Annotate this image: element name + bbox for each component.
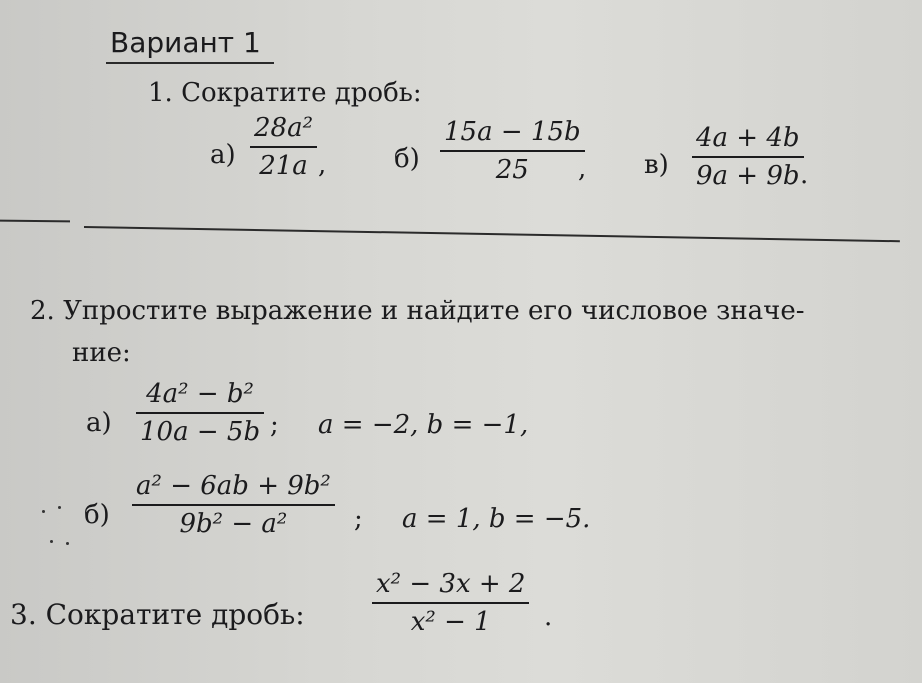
fraction-bar <box>250 146 317 148</box>
fraction-bar <box>440 150 585 152</box>
task1-item-c-punct: . <box>800 160 809 190</box>
task2-item-b-punct: ; <box>354 504 363 534</box>
task1-item-c-fraction <box>692 124 804 190</box>
fraction-bar <box>692 156 804 158</box>
fraction-bar <box>136 412 264 414</box>
task2-item-b-denominator: 9b² − a² <box>179 508 288 539</box>
task1-item-a-label: а) <box>210 140 236 170</box>
task1-number: 1. <box>148 78 173 108</box>
task3-prompt: Сократите дробь: <box>45 598 305 631</box>
task1-item-a-punct: , <box>318 150 327 180</box>
task2-item-b-numerator: a² − 6ab + 9b² <box>136 471 331 501</box>
task3-numerator: x² − 3x + 2 <box>376 569 526 599</box>
task2-prompt-line1: Упростите выражение и найдите его числовое значе- <box>63 296 805 326</box>
task1-header <box>148 78 422 108</box>
task3-header <box>10 598 305 631</box>
task2-item-a-label: а) <box>86 408 112 438</box>
task1-item-b-fraction <box>440 118 585 184</box>
task1-item-b-numerator: 15a − 15b <box>444 117 581 147</box>
task3-number: 3. <box>10 598 37 631</box>
task1-item-b-punct: , <box>578 154 587 184</box>
task3-fraction <box>372 570 529 636</box>
task1-item-a-denominator: 21a <box>259 150 308 181</box>
divider-left <box>0 220 70 223</box>
task2-item-a-numerator: 4a² − b² <box>146 379 254 409</box>
task2-item-a-denominator: 10a − 5b <box>140 416 261 447</box>
variant-title: Вариант 1 <box>110 26 261 59</box>
variant-title-underline <box>106 62 274 64</box>
divider-line <box>84 226 900 242</box>
fraction-bar <box>372 602 529 604</box>
task2-prompt-line2: ние: <box>72 338 131 368</box>
task3-punct: . <box>544 602 553 632</box>
task1-item-b-label: б) <box>394 144 420 174</box>
task2-item-b-condition: a = 1, b = −5. <box>402 504 591 534</box>
task1-prompt: Сократите дробь: <box>181 78 422 108</box>
task2-item-a-fraction <box>136 380 264 446</box>
task1-item-c-numerator: 4a + 4b <box>696 123 800 153</box>
task1-item-c-denominator: 9a + 9b <box>696 160 800 191</box>
stray-mark <box>42 510 45 513</box>
task2-item-b-label: б) <box>84 500 110 530</box>
stray-mark <box>66 542 69 545</box>
stray-mark <box>58 506 61 509</box>
fraction-bar <box>132 504 335 506</box>
task2-item-a-condition: a = −2, b = −1, <box>318 410 529 440</box>
task1-item-a-fraction <box>250 114 317 180</box>
task3-denominator: x² − 1 <box>410 606 491 637</box>
stray-mark <box>50 540 53 543</box>
task2-header <box>30 296 805 326</box>
task2-item-b-fraction <box>132 472 335 538</box>
task1-item-b-denominator: 25 <box>495 154 529 185</box>
task1-item-c-label: в) <box>644 150 669 180</box>
task1-item-a-numerator: 28a² <box>254 113 314 143</box>
task2-item-a-punct: ; <box>270 410 279 440</box>
task2-number: 2. <box>30 296 55 326</box>
